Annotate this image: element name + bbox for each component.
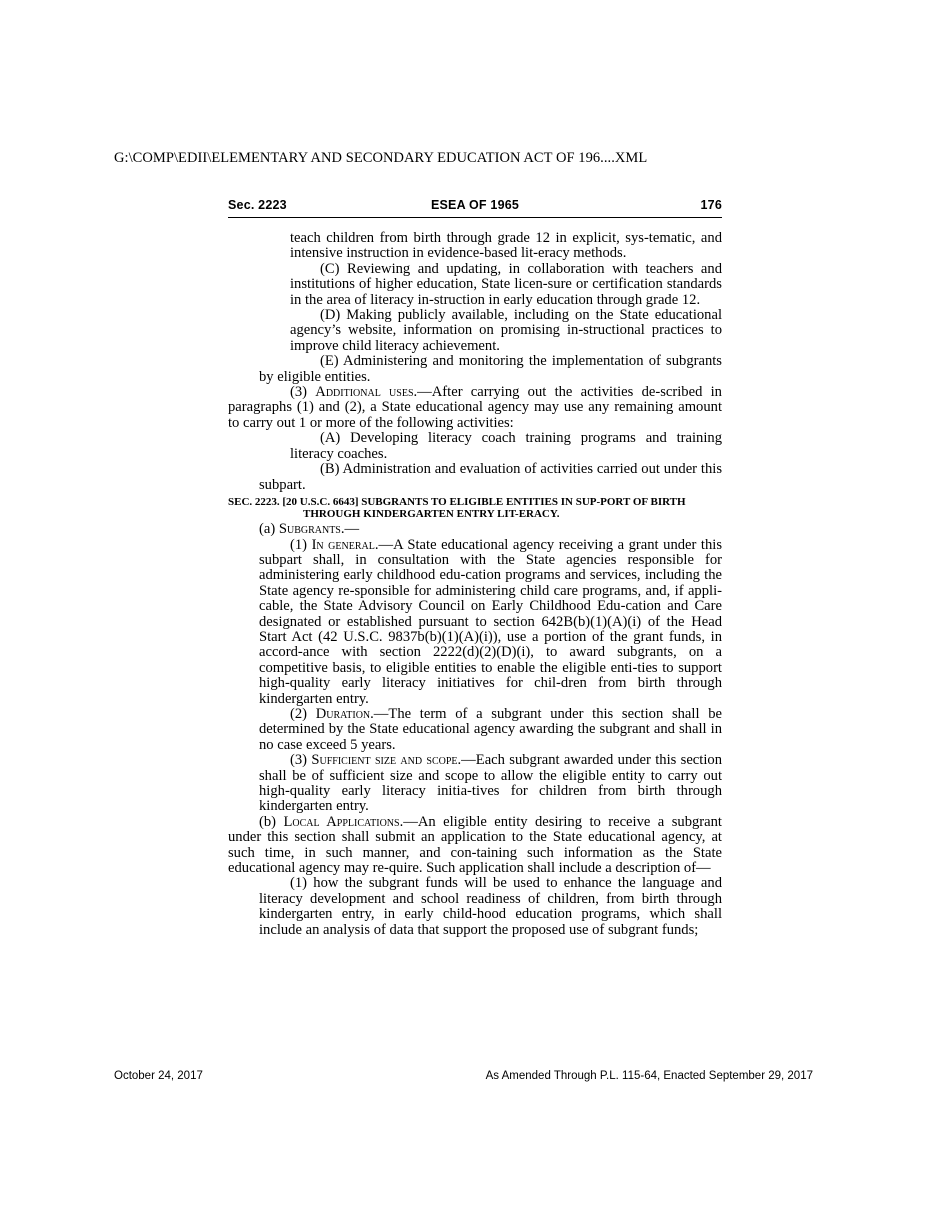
paragraph-a3-lead: (3) xyxy=(290,752,312,769)
paragraph-3-additional-uses xyxy=(228,385,722,431)
subsection-a-heading: Subgrants xyxy=(278,521,341,538)
running-head-section: Sec. 2223 xyxy=(228,198,287,212)
paragraph-3b: (B) Administration and evaluation of activities carried out under this subpart. xyxy=(259,461,722,493)
paragraph-a2-lead: (2) xyxy=(290,705,316,722)
paragraph-a2 xyxy=(228,707,722,753)
footer-date: October 24, 2017 xyxy=(114,1070,203,1082)
paragraph-3-text: .—After carrying out the activities de-scribed in paragraphs (1) and (2), a State educational agency may use any remaining amount to carry out 1 or more of the following activities: xyxy=(228,384,722,431)
section-heading: SEC. 2223. [20 U.S.C. 6643] SUBGRANTS TO ELIGIBLE ENTITIES IN SUP-PORT OF BIRTH THROUGH KINDERGARTEN ENTRY LIT-ERACY. xyxy=(228,495,686,520)
paragraph-a2-heading: Duration xyxy=(315,705,371,722)
subsection-a-text: .— xyxy=(340,521,360,538)
paragraph-a1-text: .—A State educational agency receiving a grant under this subpart shall, in consultation with the State agencies responsible for administering early childhood edu-cation programs and services, including the State agency re-sponsible for administering child care programs, and, if appli-cable, the State Advisory Council on Early Childhood Edu-cation and Care designated or established pursuant to section 642B(b)(1)(A)(i) of the Head Start Act (42 U.S.C. 9837b(b)(1)(A)(i)), use a portion of the grant funds, in accord-ance with section 2222(d)(2)(D)(i), to award subgrants, on a competitive basis, to eligible entities to enable the eligible enti-ties to support high-quality early literacy initiatives for chil-dren from birth through kindergarten entry. xyxy=(259,536,723,707)
document-body xyxy=(228,231,722,938)
running-head-title: ESEA OF 1965 xyxy=(430,198,520,212)
subsection-b xyxy=(228,815,722,877)
paragraph-a3-text: .—Each subgrant awarded under this section shall be of sufficient size and scope to allow the eligible entity to carry out high-quality early literacy initia-tives for children from birth through kindergarten entry. xyxy=(259,752,722,815)
subsection-b-lead: (b) xyxy=(259,813,284,830)
paragraph-a2-text: .—The term of a subgrant under this section shall be determined by the State educational agency awarding the subgrant and shall in no case exceed 5 years. xyxy=(259,705,722,753)
running-head xyxy=(228,197,722,218)
file-path: G:\COMP\EDII\ELEMENTARY AND SECONDARY EDUCATION ACT OF 196....XML xyxy=(114,150,648,166)
page-number: 176 xyxy=(700,198,722,212)
paragraph-b-cont: teach children from birth through grade 12 in explicit, sys-tematic, and intensive instruction in evidence-based lit-eracy methods. xyxy=(290,230,722,262)
paragraph-a3 xyxy=(228,753,722,815)
subsection-a-lead: (a) xyxy=(259,521,279,538)
footer-amended: As Amended Through P.L. 115-64, Enacted September 29, 2017 xyxy=(485,1070,813,1082)
paragraph-d: (D) Making publicly available, including on the State educational agency’s website, information on promising in-structional practices to improve child literacy achievement. xyxy=(290,307,722,354)
paragraph-3-lead: (3) xyxy=(290,384,316,401)
subsection-b-text: .—An eligible entity desiring to receive a subgrant under this section shall submit an application to the State educational agency, at such time, in such manner, and con-taining such information as the State educational agency may re-quire. Such application shall include a description of— xyxy=(228,813,722,877)
paragraph-a3-heading: Sufficient size and scope xyxy=(311,752,458,769)
subsection-a xyxy=(228,522,722,537)
paragraph-a1-heading: In general xyxy=(311,536,375,553)
paragraph-a1-lead: (1) xyxy=(290,536,312,553)
paragraph-b1: (1) how the subgrant funds will be used to enhance the language and literacy development and school readiness of children, from birth through kindergarten entry, in early child-hood education programs, which shall include an analysis of data that support the proposed use of subgrant funds; xyxy=(259,875,722,938)
paragraph-3-heading: Additional uses xyxy=(315,384,414,401)
paragraph-e: (E) Administering and monitoring the implementation of subgrants by eligible entities. xyxy=(259,353,722,385)
paragraph-3a: (A) Developing literacy coach training programs and training literacy coaches. xyxy=(290,430,722,462)
paragraph-c: (C) Reviewing and updating, in collaboration with teachers and institutions of higher education, State licen-sure or certification standards in the area of literacy in-struction in early education through grade 12. xyxy=(290,260,722,308)
paragraph-a1 xyxy=(228,538,722,707)
subsection-b-heading: Local Applications xyxy=(283,813,400,830)
